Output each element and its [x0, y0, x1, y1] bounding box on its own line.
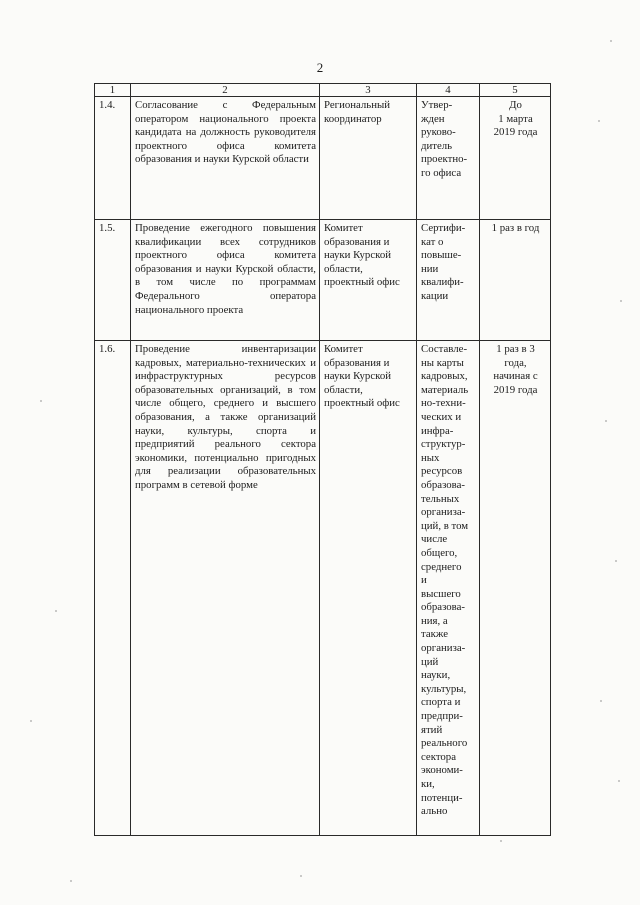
- plan-table: [94, 83, 551, 836]
- scan-speck: [620, 300, 622, 302]
- item-number: 1.6.: [95, 341, 131, 836]
- scan-speck: [598, 120, 600, 122]
- scan-speck: [618, 780, 620, 782]
- header-cell: 4: [417, 84, 480, 97]
- header-cell: 5: [480, 84, 551, 97]
- table-row: [95, 97, 551, 220]
- result-text: Сертифи- кат о повыше- нии квалифи- кации: [417, 220, 480, 341]
- scan-speck: [55, 610, 57, 612]
- table-row: [95, 220, 551, 341]
- header-cell: 2: [131, 84, 320, 97]
- table-header-row: [95, 84, 551, 97]
- item-number: 1.4.: [95, 97, 131, 220]
- deadline-text: 1 раз в 3 года, начиная с 2019 года: [480, 341, 551, 836]
- result-text: Составле- ны карты кадровых, материаль но-техни- ческих и инфра- структур- ных ресурсов образова- тельных организа- ций, в том числе общего, среднего и высшего образова- ния, а также организа- ций науки, культуры, спорта и предпри- ятий реального сектора экономи- ки, потенци- ально: [417, 341, 480, 836]
- deadline-text: 1 раз в год: [480, 220, 551, 341]
- responsible-text: Комитет образования и науки Курской области, проектный офис: [320, 220, 417, 341]
- activity-text: Согласование с Федеральным оператором национального проекта кандидата на должность руководителя проектного офиса комитета образования и науки Курской области: [131, 97, 320, 220]
- deadline-text: До 1 марта 2019 года: [480, 97, 551, 220]
- responsible-text: Комитет образования и науки Курской области, проектный офис: [320, 341, 417, 836]
- responsible-text: Региональный координатор: [320, 97, 417, 220]
- scan-speck: [605, 420, 607, 422]
- header-cell: 1: [95, 84, 131, 97]
- result-text: Утвер- жден руково- дитель проектно- го офиса: [417, 97, 480, 220]
- scan-speck: [610, 40, 612, 42]
- item-number: 1.5.: [95, 220, 131, 341]
- page-number: 2: [316, 60, 324, 75]
- activity-text: Проведение инвентаризации кадровых, материально-технических и инфраструктурных ресурсов образовательных организаций, в том числе общего, среднего и высшего образования, а также организаций науки, культуры, спорта и предприятий реального сектора экономики, потенциально пригодных для реализации образовательных программ в сетевой форме: [131, 341, 320, 836]
- scan-speck: [40, 400, 42, 402]
- scan-speck: [600, 700, 602, 702]
- scan-speck: [300, 875, 302, 877]
- scan-speck: [500, 840, 502, 842]
- table-row: [95, 341, 551, 836]
- scan-speck: [30, 720, 32, 722]
- header-cell: 3: [320, 84, 417, 97]
- scan-speck: [70, 880, 72, 882]
- activity-text: Проведение ежегодного повышения квалификации всех сотрудников проектного офиса комитета образования и науки Курской области, в том числе по программам Федерального оператора национального проекта: [131, 220, 320, 341]
- scan-speck: [615, 560, 617, 562]
